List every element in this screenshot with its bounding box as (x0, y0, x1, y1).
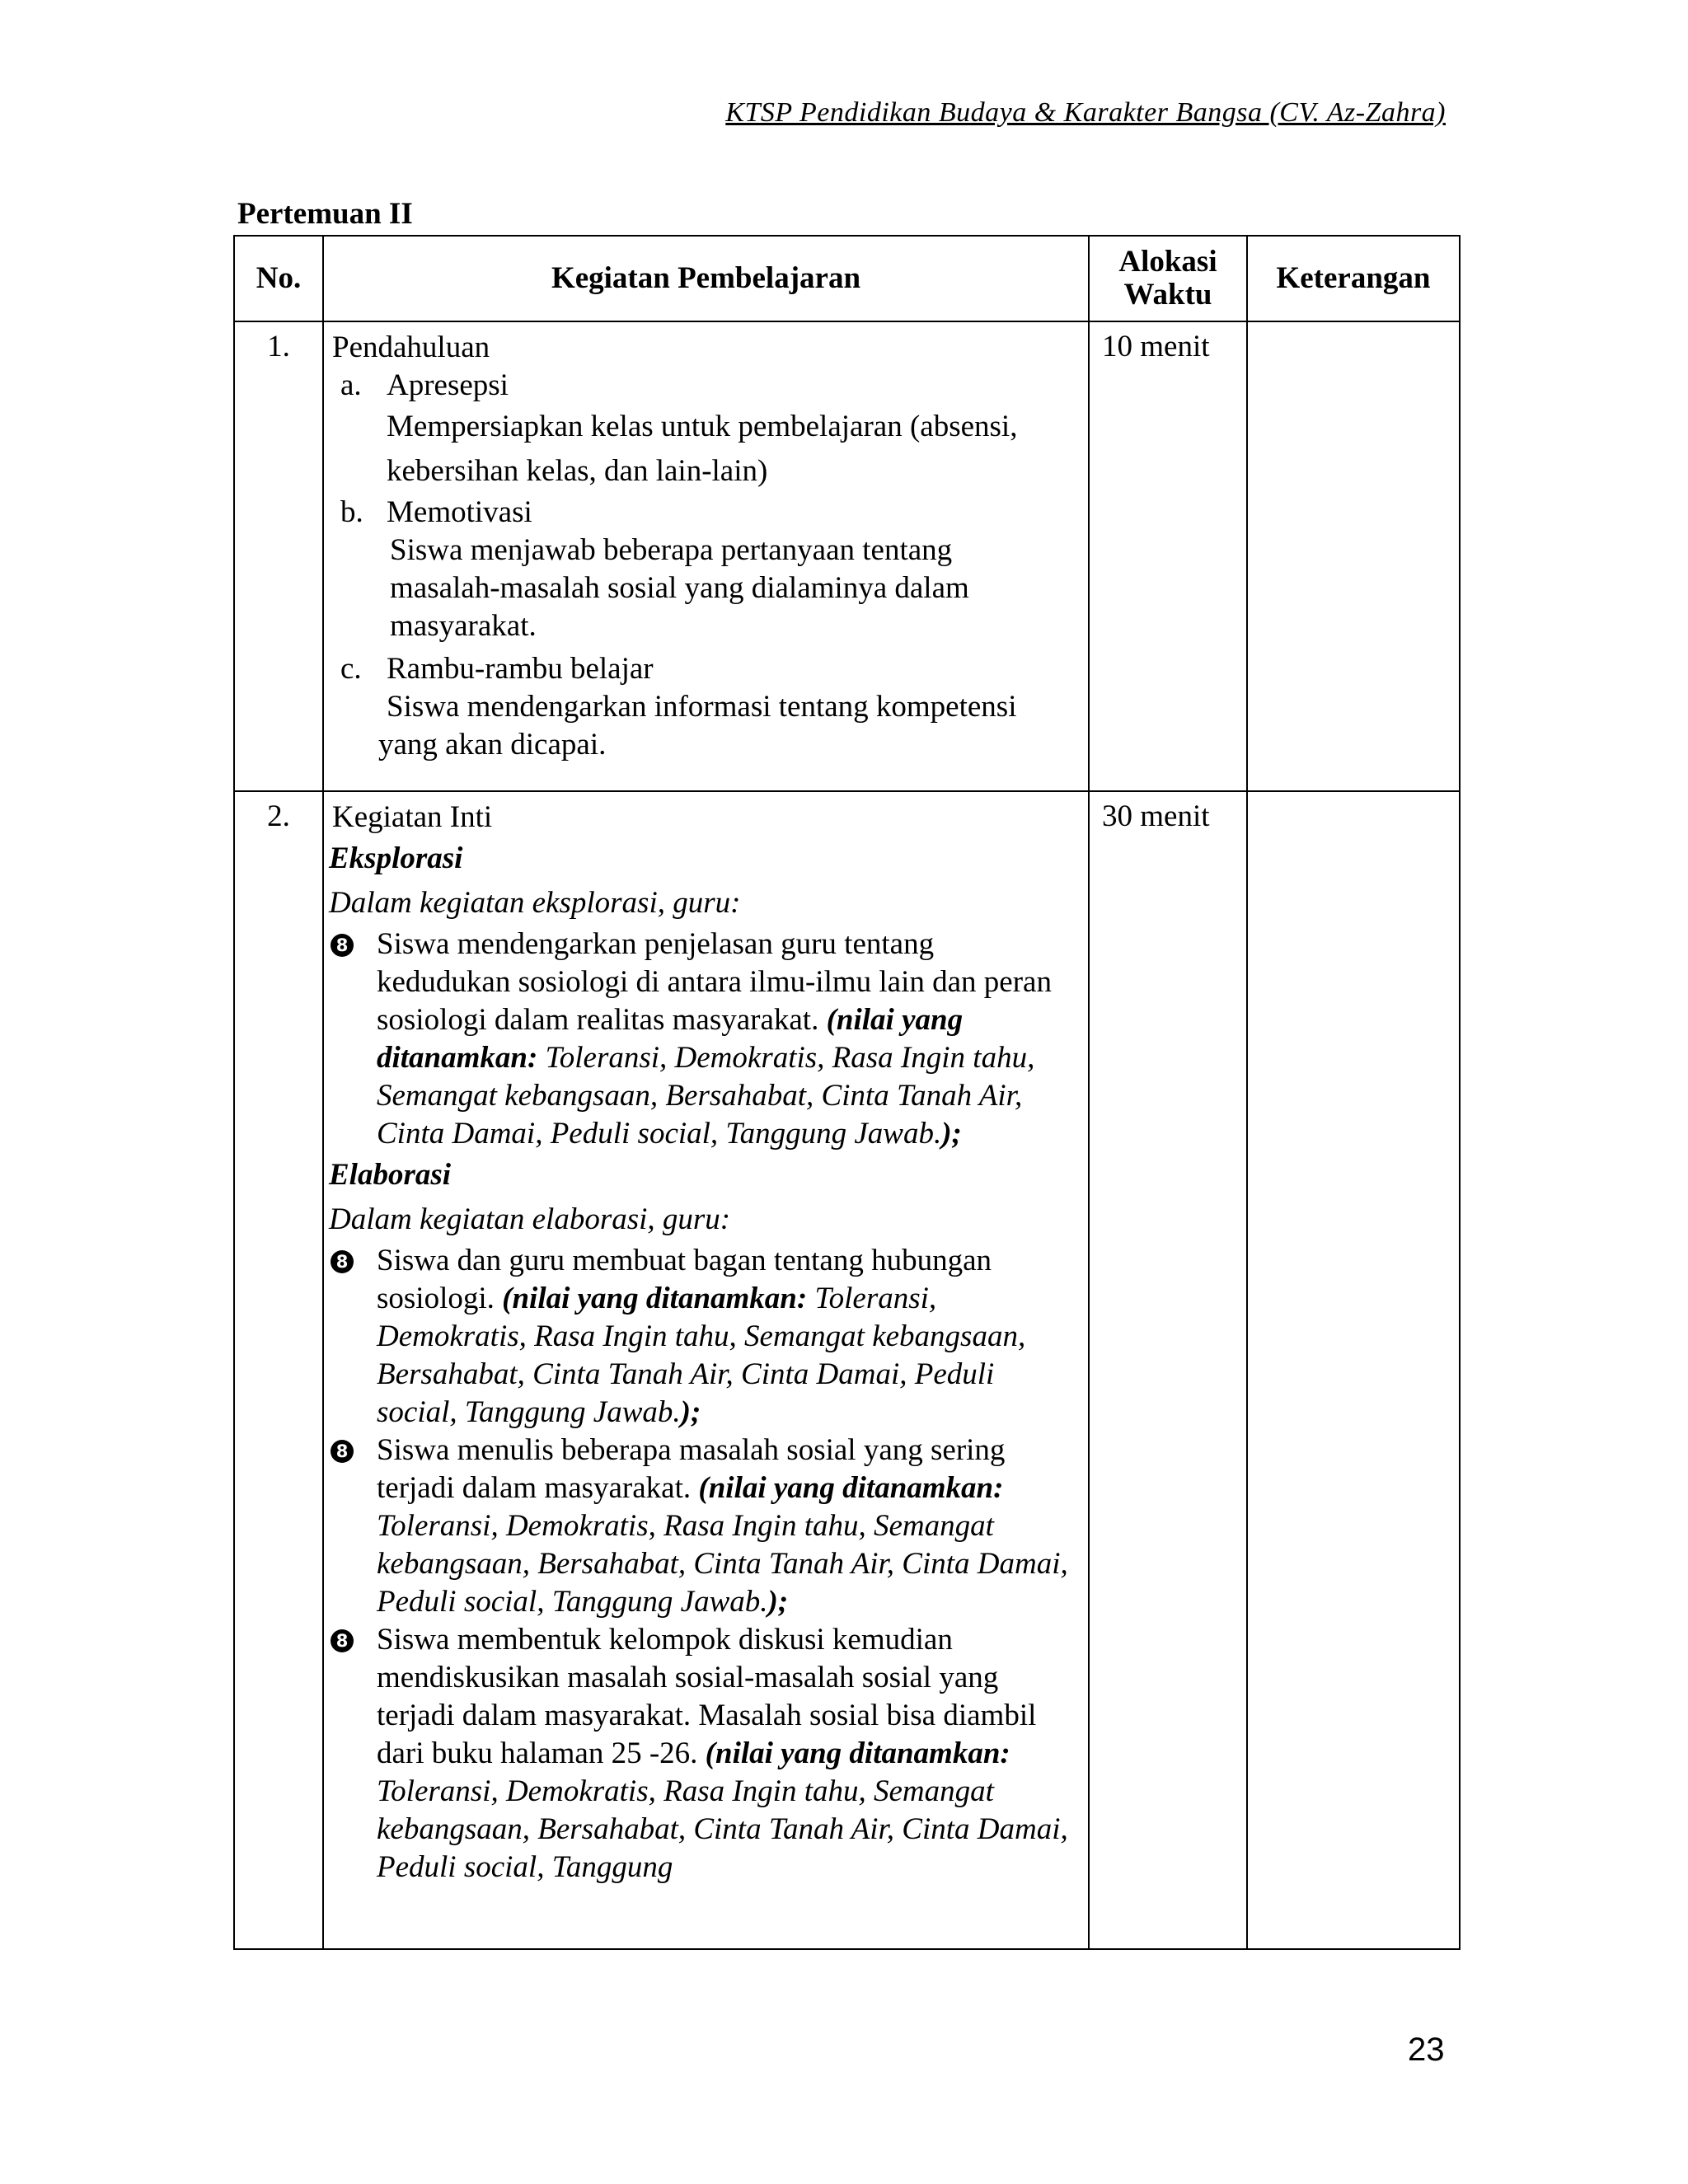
activity-text: Siswa dan guru membuat bagan tentang hubungan sosiologi. (377, 1244, 992, 1315)
list-item (329, 1432, 1075, 1621)
list-item-text (377, 1242, 1075, 1432)
bullet-mark (329, 926, 377, 1153)
phase-intro: Dalam kegiatan elaborasi, guru: (329, 1202, 731, 1236)
nilai-label: (nilai yang ditanamkan: (502, 1282, 808, 1315)
column-header-time-line2: Waktu (1123, 278, 1212, 312)
table-header-row (234, 236, 1460, 321)
running-header: KTSP Pendidikan Budaya & Karakter Bangsa (CV. Az-Zahra) (725, 97, 1446, 128)
activity-text: Siswa menulis beberapa masalah sosial yang sering terjadi dalam masyarakat. (377, 1433, 1006, 1505)
sub-item (332, 367, 1075, 405)
page-number: 23 (1408, 2032, 1445, 2068)
section-heading: Pertemuan II (237, 197, 413, 231)
bullet-mark (329, 1621, 377, 1886)
bullet-mark (329, 1242, 377, 1432)
column-header-note: Keterangan (1247, 236, 1460, 321)
nilai-label: (nilai yang ditanamkan: (377, 1003, 964, 1075)
description-line: Mempersiapkan kelas untuk pembelajaran (absensi, (387, 410, 1018, 443)
note-cell (1247, 321, 1460, 791)
sub-item-letter: b. (340, 495, 363, 529)
activity-cell (323, 791, 1089, 1949)
sub-item-description: Siswa menjawab beberapa pertanyaan tentang masalah-masalah sosial yang dialaminya dalam masyarakat. (390, 533, 969, 643)
nilai-close: ); (767, 1585, 789, 1619)
list-item (329, 1242, 1075, 1432)
nilai-close: ); (680, 1395, 701, 1429)
nilai-values: Toleransi, Demokratis, Rasa Ingin tahu, Semangat kebangsaan, Bersahabat, Cinta Tanah Air, Cinta Damai, Peduli social, Tanggung (377, 1774, 1068, 1884)
phase-intro: Dalam kegiatan eksplorasi, guru: (329, 886, 741, 920)
activity-text: Siswa membentuk kelompok diskusi kemudian mendiskusikan masalah sosial-masalah sosial yang terjadi dalam masyarakat. Masalah sosial bisa diambil dari buku halaman 25 -26. (377, 1623, 1037, 1770)
row-number: 1. (234, 321, 323, 791)
list-item-text (377, 926, 1075, 1153)
column-header-no: No. (234, 236, 323, 321)
dingbat-circled-8-icon: 8 (331, 1440, 354, 1463)
nilai-close: ); (941, 1117, 962, 1151)
sub-item-title: Memotivasi (387, 495, 532, 529)
phase-heading-elaborasi: Elaborasi (329, 1158, 452, 1192)
description-line: kebersihan kelas, dan lain-lain) (387, 454, 768, 488)
nilai-label: (nilai yang ditanamkan: (705, 1736, 1010, 1770)
nilai-values: Toleransi, Demokratis, Rasa Ingin tahu, Semangat kebangsaan, Bersahabat, Cinta Tanah Air, Cinta Damai, Peduli social, Tanggung Jawab. (377, 1509, 1068, 1619)
activity-cell (323, 321, 1089, 791)
column-header-activity: Kegiatan Pembelajaran (323, 236, 1089, 321)
column-header-time-line1: Alokasi (1118, 245, 1217, 279)
list-item (329, 1621, 1075, 1886)
sub-item-title: Rambu-rambu belajar (387, 652, 654, 686)
dingbat-circled-8-icon: 8 (331, 1629, 354, 1652)
time-allocation: 30 menit (1089, 791, 1247, 1949)
note-cell (1247, 791, 1460, 1949)
activity-text: Siswa mendengarkan penjelasan guru tentang kedudukan sosiologi di antara ilmu-ilmu lain dan peran sosiologi dalam realitas masyarakat. (377, 927, 1052, 1037)
time-allocation: 10 menit (1089, 321, 1247, 791)
sub-item-title: Apresepsi (387, 368, 509, 402)
column-header-time (1089, 236, 1247, 321)
sub-item-description (332, 405, 1075, 494)
phase-heading-eksplorasi: Eksplorasi (329, 841, 463, 875)
sub-item-letter: a. (340, 368, 362, 402)
nilai-values: Toleransi, Demokratis, Rasa Ingin tahu, Semangat kebangsaan, Bersahabat, Cinta Tanah Air, Cinta Damai, Peduli social, Tanggung Jawab. (377, 1041, 1035, 1151)
row-number: 2. (234, 791, 323, 1949)
sub-item-letter: c. (340, 652, 362, 686)
dingbat-circled-8-icon: 8 (331, 1250, 354, 1273)
sub-item-description (332, 688, 1075, 764)
list-item-text (377, 1432, 1075, 1621)
activity-title: Kegiatan Inti (332, 800, 493, 834)
activity-title: Pendahuluan (332, 330, 490, 364)
description-line: yang akan dicapai. (378, 728, 607, 762)
table-row (234, 321, 1460, 791)
sub-item (332, 650, 1075, 688)
list-item-text (377, 1621, 1075, 1886)
table-row (234, 791, 1460, 1949)
nilai-values: Toleransi, Demokratis, Rasa Ingin tahu, Semangat kebangsaan, Bersahabat, Cinta Tanah Air, Cinta Damai, Peduli social, Tanggung Jawab. (377, 1282, 1026, 1429)
nilai-label: (nilai yang ditanamkan: (698, 1471, 1004, 1505)
dingbat-circled-8-icon: 8 (331, 934, 354, 957)
list-item (329, 926, 1075, 1153)
description-line: Siswa mendengarkan informasi tentang kompetensi (387, 690, 1017, 724)
bullet-mark (329, 1432, 377, 1621)
sub-item (332, 494, 1075, 532)
lesson-plan-table (233, 235, 1461, 1950)
